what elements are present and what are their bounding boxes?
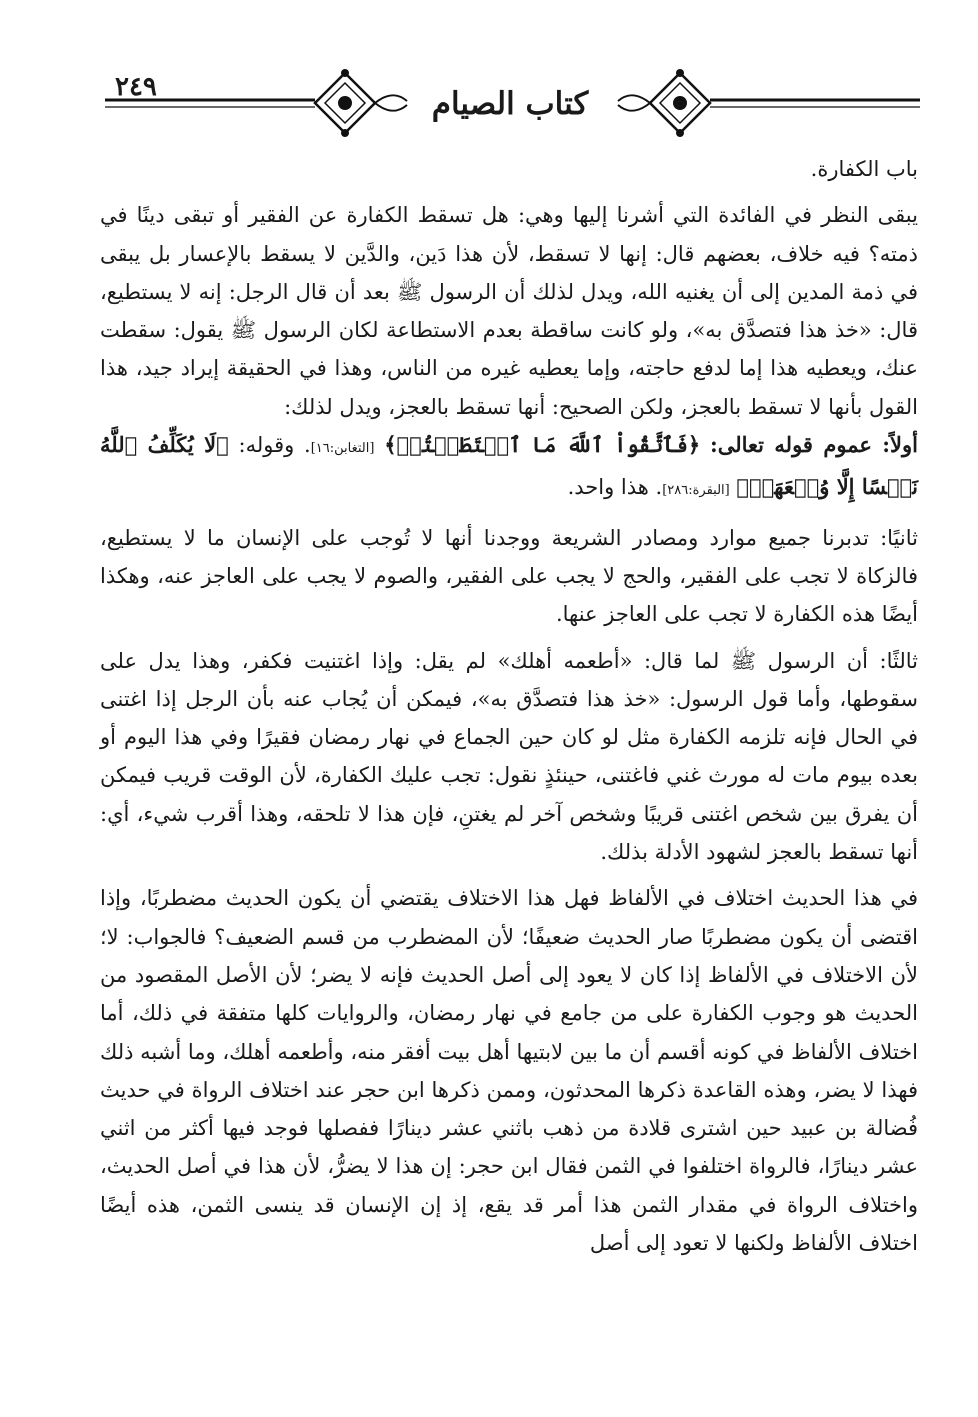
ornament-left-icon — [315, 69, 407, 137]
paragraph-2-end: . هذا واحد. — [567, 475, 663, 500]
paragraph-2 — [100, 426, 918, 511]
paragraph-2-lead: أولاً: عموم قوله تعالى: — [709, 432, 918, 458]
paragraph-1: يبقى النظر في الفائدة التي أشرنا إليها وهي: هل تسقط الكفارة عن الفقير أو تبقى دينًا في ذمته؟ فيه خلاف، بعضهم قال: إنها لا تسقط، لأن هذا دَين، والدَّين لا يسقط بالإعسار بل يبقى في ذمة المدين إلى أن يغنيه الله، ويدل لذلك أن الرسول ﷺ بعد أن قال الرجل: إنه لا يستطيع، قال: «خذ هذا فتصدَّق به»، ولو كانت ساقطة بعدم الاستطاعة لكان الرسول ﷺ يقول: سقطت عنك، ويعطيه هذا إما لدفع حاجته، وإما يعطيه غيره من الناس، وهذا في الحقيقة إيراد جيد، هذا القول بأنها لا تسقط بالعجز، ولكن الصحيح: أنها تسقط بالعجز، ويدل لذلك: — [100, 203, 918, 419]
page-header — [105, 66, 920, 142]
paragraph-2-mid: . وقوله: — [238, 433, 311, 458]
paragraph-5: في هذا الحديث اختلاف في الألفاظ فهل هذا الاختلاف يقتضي أن يكون الحديث مضطربًا، وإذا اقتضى أن يكون مضطربًا صار الحديث ضعيفًا؛ لأن المضطرب من قسم الضعيف؟ فالجواب: لا؛ لأن الاختلاف في الألفاظ إذا كان لا يعود إلى أصل الحديث فإنه لا يضر؛ لأن الأصل المقصود من الحديث هو وجوب الكفارة على من جامع في نهار رمضان، والروايات كلها متفقة في ذلك، أما اختلاف الألفاظ في كونه أقسم أن ما بين لابتيها أهل بيت أفقر منه، وأطعمه أهلك، وما أشبه ذلك فهذا لا يضر، وهذه القاعدة ذكرها المحدثون، وممن ذكرها ابن حجر عند اختلاف الرواة في حديث فُضالة بن عبيد حين اشترى قلادة من ذهب باثني عشر دينارًا ففصلها فوجد فيها أكثر من اثني عشر دينارًا، فالرواة اختلفوا في الثمن فقال ابن حجر: إن هذا لا يضرُّ، لأن هذا في أصل الحديث، واختلاف الرواة في مقدار الثمن هذا أمر قد يقع، إذ إن الإنسان قد ينسى الثمن، هذه أيضًا اختلاف الألفاظ ولكنها لا تعود إلى أصل — [100, 886, 918, 1256]
verse-1: ﴿فَٱتَّقُواْ ٱللَّهَ مَا ٱسۡتَطَعۡتُمۡ﴾ — [384, 432, 701, 458]
verse-2-reference: [البقرة:٢٨٦] — [662, 483, 730, 499]
paragraph-0: باب الكفارة. — [810, 157, 918, 181]
page-body — [100, 150, 918, 1262]
verse-1-reference: [التغابن:١٦] — [310, 441, 375, 457]
verse-2: ﴿لَا يُكَلِّفُ ٱللَّهُ نَفۡسًا إِلَّا وُسۡعَهَاۚ﴾ — [100, 432, 918, 500]
book-title: كتاب الصيام — [431, 86, 589, 122]
page-number: ٢٤٩ — [115, 72, 157, 102]
ornament-right-icon — [618, 69, 710, 137]
paragraph-3: ثانيًا: تدبرنا جميع موارد ومصادر الشريعة ووجدنا أنها لا تُوجب على الإنسان ما لا يستطيع، فالزكاة لا تجب على الفقير، والحج لا يجب على الفقير، والصوم لا يجب على العاجز عنه، وهكذا أيضًا هذه الكفارة لا تجب على العاجز عنها. — [100, 525, 919, 627]
paragraph-4: ثالثًا: أن الرسول ﷺ لما قال: «أطعمه أهلك» لم يقل: وإذا اغتنيت فكفر، وهذا يدل على سقوطها، وأما قول الرسول: «خذ هذا فتصدَّق به»، فيمكن أن يُجاب عنه بأن الرجل إذا اغتنى في الحال فإنه تلزمه الكفارة مثل لو كان حين الجماع في نهار رمضان فقيرًا وفي هذا اليوم أو بعده بيوم مات له مورث غني فاغتنى، حينئذٍ نقول: تجب عليك الكفارة، لأن الوقت قريب فيمكن أن يفرق بين شخص اغتنى قريبًا وشخص آخر لم يغتنِ، فإن هذا لا تلحقه، وهذا أقرب شيء، أي: أنها تسقط بالعجز لشهود الأدلة بذلك. — [100, 648, 918, 865]
